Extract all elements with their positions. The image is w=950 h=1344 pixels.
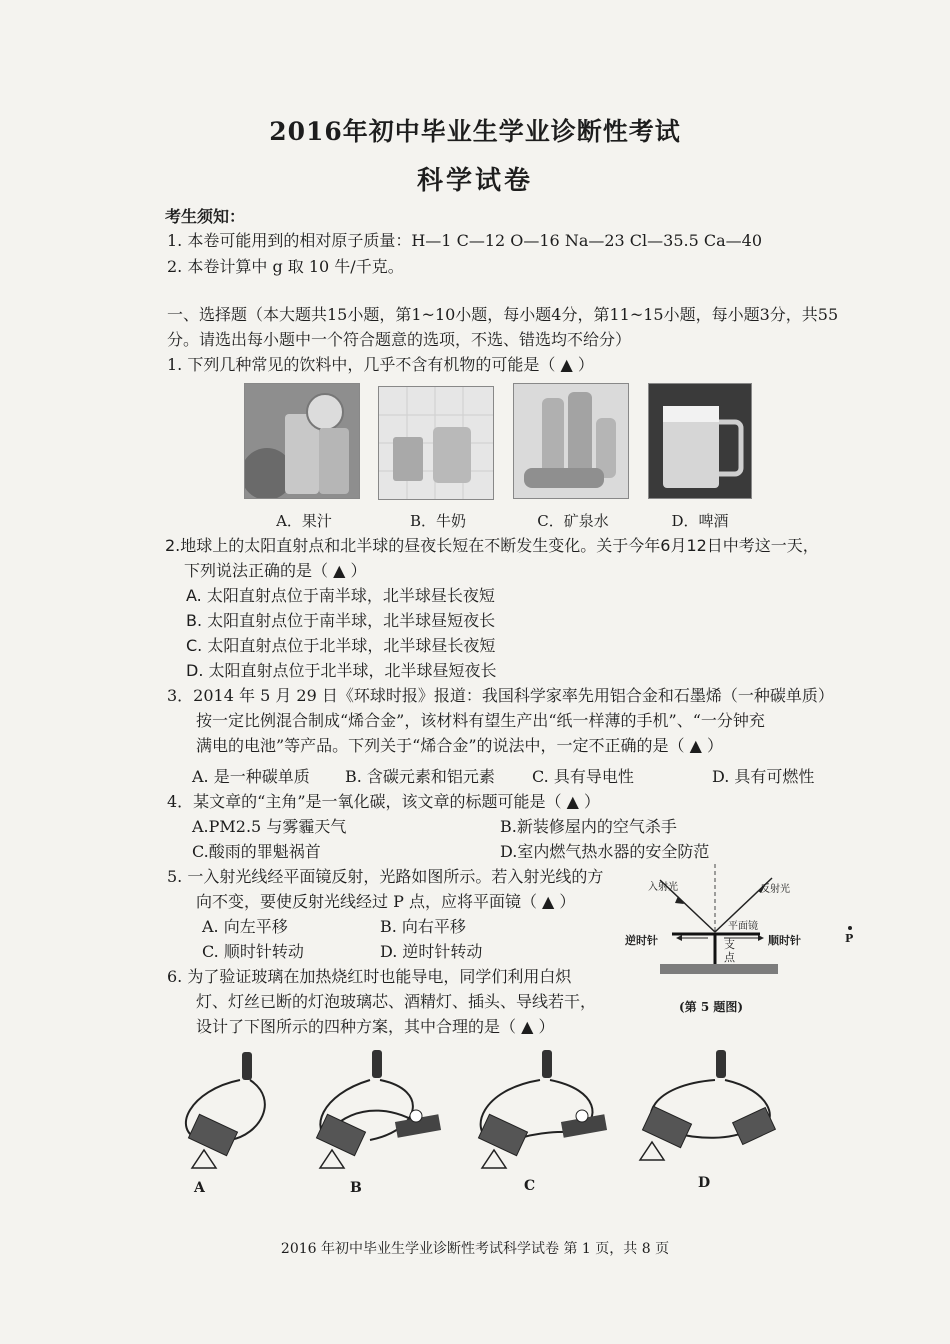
q6-stem-2: 灯、灯丝已断的灯泡玻璃芯、酒精灯、插头、导线若干， (196, 992, 597, 1011)
q5-option-c: C. 顺时针转动 (202, 942, 304, 961)
socket-left-icon (642, 1106, 691, 1147)
q6-stem-1: 6. 为了验证玻璃在加热烧红时也能导电，同学们利用白炽 (167, 967, 572, 986)
exam-title: 2016年初中毕业生学业诊断性考试 (269, 117, 681, 146)
page-footer: 2016 年初中毕业生学业诊断性考试科学试卷 第 1 页，共 8 页 (280, 1241, 670, 1257)
q4-stem: 4．某文章的“主角”是一氧化碳，该文章的标题可能是（ ▲ ） (167, 792, 601, 811)
q4-option-d: D.室内燃气热水器的安全防范 (500, 842, 710, 861)
q1-caption-b: B．牛奶 (409, 512, 467, 530)
beer-image (649, 384, 751, 498)
beer-photo (648, 383, 752, 499)
reflected-label: 反射光 (760, 884, 790, 895)
q4-option-a: A.PM2.5 与雾霾天气 (192, 817, 347, 836)
q4-option-c: C.酸雨的罪魁祸首 (192, 842, 321, 861)
circuit-label-a: A (194, 1180, 205, 1196)
section-intro-line1: 一、选择题（本大题共15小题，第1~10小题，每小题4分，第11~15小题，每小题3分，共55 (167, 305, 839, 324)
plug-icon (372, 1050, 382, 1078)
q3-stem-3: 满电的电池”等产品。下列关于“烯合金”的说法中，一定不正确的是（ ▲ ） (196, 736, 724, 755)
water-photo (513, 383, 629, 499)
plug-icon (716, 1050, 726, 1078)
q3-option-a: A. 是一种碳单质 (192, 767, 310, 786)
notice-heading: 考生须知： (165, 207, 246, 226)
q5-option-a: A. 向左平移 (202, 917, 288, 936)
mirror-label: 平面镜 (728, 921, 758, 932)
base-block (660, 964, 778, 974)
q2-stem-1: 2.地球上的太阳直射点和北半球的昼夜长短在不断发生变化。关于今年6月12日中考这一天， (165, 536, 819, 555)
point-p-label: P (845, 932, 854, 945)
q2-option-a: A. 太阳直射点位于南半球，北半球昼长夜短 (186, 586, 495, 605)
notice-item-2: 2. 本卷计算中 g 取 10 牛/千克。 (167, 257, 404, 276)
alcohol-lamp-icon (192, 1150, 216, 1168)
q2-option-d: D. 太阳直射点位于北半球，北半球昼短夜长 (186, 661, 497, 680)
ccw-label: 逆时针 (625, 934, 658, 947)
socket-icon (316, 1114, 365, 1155)
socket-icon (188, 1114, 237, 1155)
point-p-dot (848, 926, 852, 930)
q2-option-c: C. 太阳直射点位于北半球，北半球昼长夜短 (186, 636, 496, 655)
milk-photo (378, 386, 494, 500)
q5-option-d: D. 逆时针转动 (380, 942, 483, 961)
milk-image (379, 387, 493, 499)
circuit-label-c: C (524, 1178, 536, 1194)
ccw-arrow-icon (676, 935, 682, 941)
pivot-label-2: 点 (724, 951, 735, 964)
q3-stem-2: 按一定比例混合制成“烯合金”，该材料有望生产出“纸一样薄的手机”、“一分钟充 (196, 711, 765, 730)
alcohol-lamp-icon (320, 1150, 344, 1168)
q2-stem-2: 下列说法正确的是（ ▲ ） (184, 561, 367, 580)
q5-option-b: B. 向右平移 (380, 917, 466, 936)
juice-photo (244, 383, 360, 499)
q2-option-b: B. 太阳直射点位于南半球，北半球昼短夜长 (186, 611, 496, 630)
circuit-diagrams (170, 1040, 790, 1190)
q1-stem: 1. 下列几种常见的饮料中，几乎不含有机物的可能是（ ▲ ） (167, 355, 594, 374)
incident-arrow-icon (675, 896, 684, 904)
q1-caption-a: A．果汁 (276, 512, 332, 530)
q3-stem-1: 3．2014 年 5 月 29 日《环球时报》报道：我国科学家率先用铝合金和石墨烯（一种碳单质） (167, 686, 834, 705)
q5-figure-caption: (第 5 题图) (679, 1000, 744, 1014)
circuit-d (640, 1050, 775, 1160)
circuit-c (478, 1050, 607, 1168)
plug-icon (542, 1050, 552, 1078)
circuit-label-b: B (350, 1180, 362, 1196)
bulb-icon (576, 1110, 588, 1122)
q1-caption-c: C．矿泉水 (537, 512, 609, 530)
bulb-icon (410, 1110, 422, 1122)
circuit-a (186, 1052, 265, 1168)
q6-stem-3: 设计了下图所示的四种方案，其中合理的是（ ▲ ） (196, 1017, 555, 1036)
mineral-water-image (514, 384, 628, 498)
pivot-label-1: 支 (724, 938, 735, 951)
q4-option-b: B.新装修屋内的空气杀手 (500, 817, 677, 836)
q5-stem-2: 向不变，要使反射光线经过 P 点，应将平面镜（ ▲ ） (196, 892, 576, 911)
q3-option-d: D. 具有可燃性 (712, 767, 815, 786)
exam-subtitle: 科学试卷 (416, 166, 533, 196)
incident-label: 入射光 (648, 882, 678, 893)
q5-stem-1: 5. 一入射光线经平面镜反射，光路如图所示。若入射光线的方 (167, 867, 604, 886)
plug-icon (242, 1052, 252, 1080)
cw-label: 顺时针 (768, 934, 801, 947)
notice-item-1: 1. 本卷可能用到的相对原子质量：H—1 C—12 O—16 Na—23 Cl—35.5 Ca—40 (167, 231, 763, 250)
alcohol-lamp-icon (640, 1142, 664, 1160)
q3-option-b: B. 含碳元素和铝元素 (345, 767, 495, 786)
alcohol-lamp-icon (482, 1150, 506, 1168)
q3-option-c: C. 具有导电性 (532, 767, 634, 786)
circuit-b (316, 1050, 441, 1168)
juice-image (245, 384, 359, 498)
cw-arrow-icon (758, 935, 764, 941)
circuit-label-d: D (698, 1175, 711, 1191)
socket-icon (478, 1114, 527, 1155)
q1-caption-d: D．啤酒 (671, 512, 729, 530)
section-intro-line2: 分。请选出每小题中一个符合题意的选项，不选、错选均不给分） (167, 330, 632, 349)
